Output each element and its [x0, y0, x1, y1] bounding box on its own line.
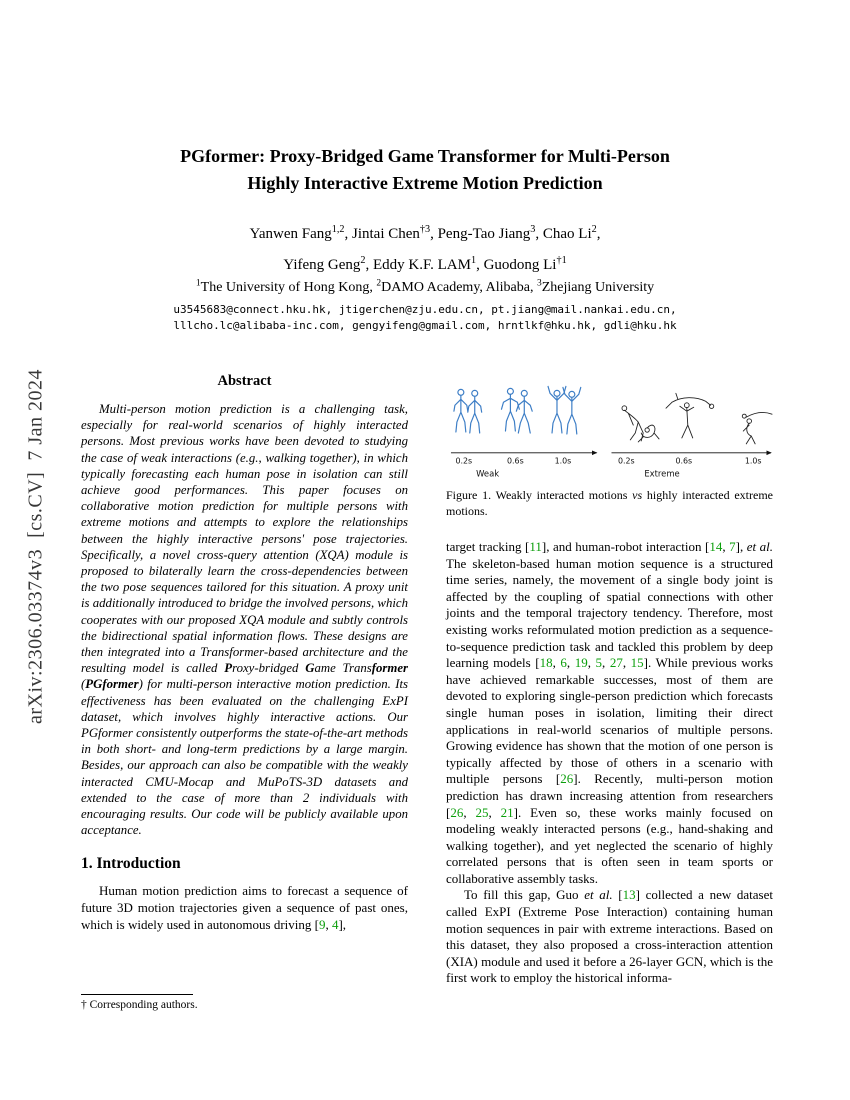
body-paragraph-2: To fill this gap, Guo et al. [13] collected a new dataset called ExPI (Extreme Pose Interaction) containing human motion sequences in pair with extreme interactions. Based on this dataset, they also proposed a cross-interaction attention (XIA) module and used it before a 26-layer GCN, which is the first work to employ the historical informa-	[446, 887, 773, 986]
extreme-time-label-1: 0.2s	[617, 456, 635, 466]
extreme-time-label-2: 0.6s	[675, 456, 693, 466]
citation-link[interactable]: 4	[331, 916, 339, 932]
figure1-graphic	[446, 381, 773, 482]
citation-link[interactable]: 5	[595, 655, 603, 671]
citation-link[interactable]: 11	[529, 539, 542, 554]
citation-link[interactable]: 13	[622, 887, 636, 903]
weak-time-label-3: 1.0s	[554, 456, 572, 466]
extreme-category-label: Extreme	[644, 468, 680, 479]
weak-category-label: Weak	[476, 468, 500, 479]
paper-title-line1: PGformer: Proxy-Bridged Game Transformer for Multi-Person	[180, 146, 670, 166]
emails-line2: lllcho.lc@alibaba-inc.com, gengyifeng@gmail.com, hrntlkf@hku.hk, gdli@hku.hk	[173, 319, 677, 332]
figure1	[446, 381, 773, 519]
abstract-heading: Abstract	[217, 373, 272, 389]
weak-time-label-2: 0.6s	[507, 456, 524, 466]
citation-link[interactable]: 21	[500, 804, 514, 820]
authors-line1: Yanwen Fang$^{1,2}$, Jintai Chen$^{\dagger 3}$, Peng-Tao Jiang$^3$, Chao Li$^2$,	[249, 224, 601, 242]
emails-line1: u3545683@connect.hku.hk, jtigerchen@zju.edu.cn, pt.jiang@mail.nankai.edu.cn,	[173, 303, 677, 316]
extreme-pose-3	[742, 412, 772, 443]
citation-link[interactable]: 18	[539, 655, 553, 671]
footnote	[81, 994, 408, 1011]
extreme-motion-sketches	[622, 393, 772, 444]
introduction-paragraph: Human motion prediction aims to forecast a sequence of future 3D motion trajectories given a sequence of past ones, which is widely used in autonomous driving [9, 4],	[81, 883, 408, 932]
extreme-pose-1	[622, 406, 659, 442]
weak-pose-1	[454, 389, 482, 433]
abstract-text: Multi-person motion prediction is a challenging task, especially for real-world scenarios of highly interacted persons. Most previous works have been devoted to studying the case of weak interactions (e.g., walking together), in which typically forecasting each human pose in isolation can still achieve good performances. This paper focuses on collaborative motion prediction for multiple persons with extreme motions and attempts to explore the relationships between the highly interactive persons' pose trajectories. Specifically, a novel cross-query attention (XQA) module is proposed to bilaterally learn the cross-dependencies between the two pose sequences tailored for this situation. A proxy unit is additionally introduced to bridge the involved persons, which cooperates with our proposed XQA module and subtly controls the bidirectional spatial information flows. These designs are then integrated into a Transformer-based architecture and the resulting model is called Proxy-bridged Game Transformer (PGformer) for multi-person interactive motion prediction. Its effectiveness has been evaluated on the challenging ExPI dataset, which involves highly interactive actions. Our PGformer consistently outperforms the state-of-the-art methods in both short- and long-term predictions by a large margin. Besides, our approach can also be compatible with the weakly interacted CMU-Mocap and MuPoTS-3D datasets and extended to the case of more than 2 individuals with encouraging results. Our code will be publicly available upon acceptance.	[81, 402, 408, 838]
left-column	[81, 373, 408, 933]
affiliations-line: $^1$The University of Hong Kong, $^2$DAMO Academy, Alibaba, $^3$Zhejiang University	[195, 278, 655, 295]
footnote-text: † Corresponding authors.	[81, 999, 198, 1011]
citation-link[interactable]: 6	[560, 655, 567, 671]
weak-pose-2	[501, 388, 532, 433]
citation-link[interactable]: 15	[630, 655, 644, 671]
footnote-rule	[81, 994, 193, 995]
weak-pose-3	[548, 386, 581, 434]
citation-link[interactable]: 27	[609, 655, 623, 671]
right-column	[446, 381, 773, 987]
body-paragraph-1: target tracking [11], and human-robot interaction [14, 7], et al. The skeleton-based human motion sequence is a structured time series, namely, the movement of a single body joint is affected by the coupling of spatial connections with other joints and the temporal trajectory tendency. Therefore, most existing works reformulated motion prediction as a sequence-to-sequence prediction task and tackled this problem by deep learning models [18, 6, 19, 5, 27, 15]. While previous works have achieved remarkable successes, most of them are devoted to exploring single-person prediction which forecasts single human poses in isolation, limiting their direct applications in real-world scenarios of multiple persons. Growing evidence has shown that the motion of one person is typically affected by those of others in a scenario with multiple persons [26]. Recently, multi-person motion prediction has drawn increasing attention from researchers [26, 25, 21]. Even so, these works mainly focused on modeling weakly interacted persons (e.g., hand-shaking and walking together), and yet neglected the scenario of highly correlated persons that is often seen in team sports or collaborative assembly tasks.	[446, 539, 774, 886]
introduction-heading: 1. Introduction	[81, 855, 181, 873]
citation-link[interactable]: 9	[318, 916, 326, 932]
citation-link[interactable]: 26	[560, 771, 574, 787]
figure1-caption: Figure 1. Weakly interacted motions vs highly interacted extreme motions.	[446, 488, 773, 518]
citation-link[interactable]: 19	[574, 655, 588, 671]
weak-time-label-1: 0.2s	[455, 456, 473, 466]
extreme-time-label-3: 1.0s	[744, 456, 762, 466]
authors-line2: Yifeng Geng$^2$, Eddy K.F. LAM$^1$, Guodong Li$^{\dagger 1}$	[283, 255, 567, 273]
extreme-pose-2	[666, 393, 714, 438]
citation-link[interactable]: 26	[450, 804, 464, 820]
paper-title-line2: Highly Interactive Extreme Motion Prediction	[247, 173, 603, 193]
weak-motion-skeletons	[454, 386, 581, 434]
citation-link[interactable]: 14	[709, 539, 723, 554]
citation-link[interactable]: 7	[729, 539, 736, 554]
paper-header	[0, 143, 850, 334]
arxiv-stamp: arXiv:2306.03374v3 [cs.CV] 7 Jan 2024	[24, 368, 47, 725]
citation-link[interactable]: 25	[475, 804, 489, 820]
